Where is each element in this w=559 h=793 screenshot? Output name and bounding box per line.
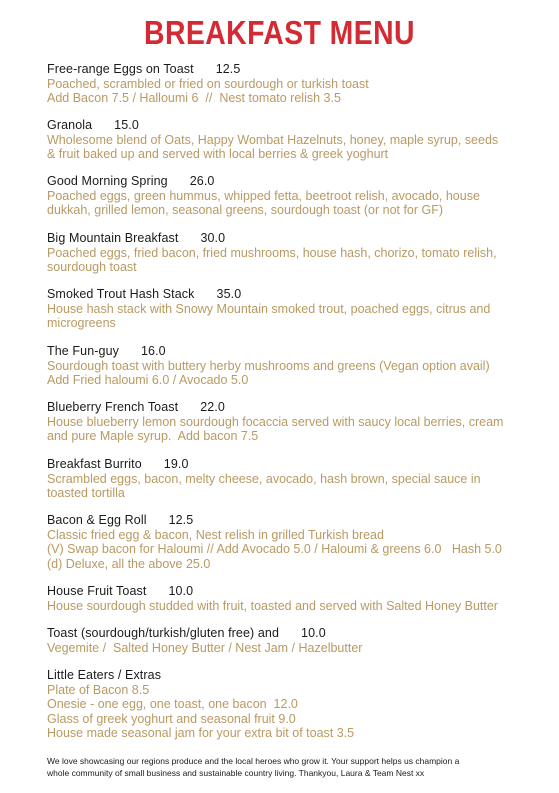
menu-item-heading	[47, 400, 503, 415]
menu-item-description: sourdough toast	[47, 260, 137, 275]
menu-item	[47, 513, 502, 571]
menu-item-description: Glass of greek yoghurt and seasonal fruit 9.0	[47, 711, 296, 726]
menu-item-price: 12.5	[215, 62, 241, 76]
menu-item-heading	[47, 118, 498, 133]
menu-item-name: Free-range Eggs on Toast	[47, 62, 194, 76]
menu-item-heading	[47, 62, 369, 77]
menu-item	[47, 400, 503, 444]
menu-item-description: Poached eggs, green hummus, whipped fetta, beetroot relish, avocado, house	[47, 189, 480, 203]
menu-item	[47, 626, 362, 655]
menu-item-heading	[47, 584, 498, 599]
menu-item-description: (V) Swap bacon for Haloumi // Add Avocado 5.0 / Haloumi & greens 6.0 Hash 5.0	[47, 542, 502, 557]
menu-item	[47, 174, 480, 218]
menu-item-heading	[47, 344, 490, 359]
menu-item-name: Little Eaters / Extras	[47, 668, 162, 682]
menu-item	[47, 668, 354, 740]
menu-item-description: Add Bacon 7.5 / Halloumi 6 // Nest tomato relish 3.5	[47, 91, 341, 106]
menu-item-description: Wholesome blend of Oats, Happy Wombat Hazelnuts, honey, maple syrup, seeds	[47, 133, 499, 147]
menu-item-name: House Fruit Toast	[47, 584, 147, 598]
menu-item-description: Poached eggs, fried bacon, fried mushrooms, house hash, chorizo, tomato relish,	[47, 246, 497, 260]
menu-item-description: House made seasonal jam for your extra bit of toast 3.5	[47, 725, 355, 740]
menu-item-name: Toast (sourdough/turkish/gluten free) and	[47, 626, 280, 640]
footer-line: whole community of small business and sustainable country living. Thankyou, Laura & Team Nest xx	[47, 768, 425, 778]
menu-item-description: (d) Deluxe, all the above 25.0	[47, 556, 211, 571]
menu-item-name: Breakfast Burrito	[47, 457, 142, 471]
menu-item-heading	[47, 513, 502, 528]
menu-item-price: 35.0	[216, 287, 242, 301]
menu-item-description: Vegemite / Salted Honey Butter / Nest Jam / Hazelbutter	[47, 641, 363, 655]
menu-item-price: 30.0	[200, 231, 226, 245]
footer-note	[47, 755, 522, 779]
menu-item-name: Big Mountain Breakfast	[47, 231, 179, 245]
menu-item	[47, 231, 497, 275]
menu-item-name: Good Morning Spring	[47, 174, 168, 188]
menu-item-price: 26.0	[189, 174, 215, 188]
menu-item-description: Classic fried egg & bacon, Nest relish in grilled Turkish bread	[47, 528, 384, 542]
menu-item-name: Smoked Trout Hash Stack	[47, 287, 195, 301]
menu-item-description: dukkah, grilled lemon, seasonal greens, sourdough toast (or not for GF)	[47, 203, 444, 218]
menu-item	[47, 457, 481, 501]
menu-item	[47, 287, 490, 331]
menu-item-description: House sourdough studded with fruit, toasted and served with Salted Honey Butter	[47, 599, 498, 613]
menu-item-description: toasted tortilla	[47, 486, 125, 501]
menu-item-heading	[47, 174, 480, 189]
menu-title: BREAKFAST MENU	[144, 14, 415, 51]
menu-item	[47, 584, 498, 613]
menu-item-description: Plate of Bacon 8.5	[47, 683, 150, 697]
menu-item-description: Onesie - one egg, one toast, one bacon 12.0	[47, 697, 298, 712]
menu-item-price: 16.0	[140, 344, 166, 358]
menu-item-price: 22.0	[200, 400, 225, 414]
menu-item-description: Sourdough toast with buttery herby mushrooms and greens (Vegan option avail)	[47, 359, 490, 373]
menu-item-heading	[47, 626, 362, 641]
menu-item-price: 10.0	[168, 584, 194, 598]
menu-item-description: microgreens	[47, 316, 116, 331]
menu-item-heading	[47, 457, 481, 472]
menu-item-price: 12.5	[168, 513, 194, 527]
menu-item-description: Scrambled eggs, bacon, melty cheese, avocado, hash brown, special sauce in	[47, 472, 481, 486]
menu-item-description: House blueberry lemon sourdough focaccia served with saucy local berries, cream	[47, 415, 504, 429]
menu-item-name: Blueberry French Toast	[47, 400, 179, 414]
menu-item-price: 15.0	[114, 118, 139, 132]
menu-item-price: 10.0	[301, 626, 326, 640]
footer-line: We love showcasing our regions produce and the local heroes who grow it. Your support helps us champion a	[47, 756, 460, 766]
menu-item-heading	[47, 287, 490, 302]
menu-item-heading	[47, 668, 354, 683]
menu-item-name: Granola	[47, 118, 93, 132]
menu-item-description: Poached, scrambled or fried on sourdough or turkish toast	[47, 77, 369, 91]
menu-item	[47, 118, 498, 162]
menu-item-price: 19.0	[163, 457, 189, 471]
menu-item	[47, 62, 369, 106]
menu-item-heading	[47, 231, 497, 246]
menu-item-name: The Fun-guy	[47, 344, 119, 358]
menu-item-description: & fruit baked up and served with local berries & greek yoghurt	[47, 147, 389, 162]
menu-item-description: and pure Maple syrup. Add bacon 7.5	[47, 429, 259, 444]
menu-item-description: House hash stack with Snowy Mountain smoked trout, poached eggs, citrus and	[47, 302, 491, 316]
menu-item-name: Bacon & Egg Roll	[47, 513, 147, 527]
menu-item	[47, 344, 490, 388]
menu-item-description: Add Fried haloumi 6.0 / Avocado 5.0	[47, 373, 249, 388]
